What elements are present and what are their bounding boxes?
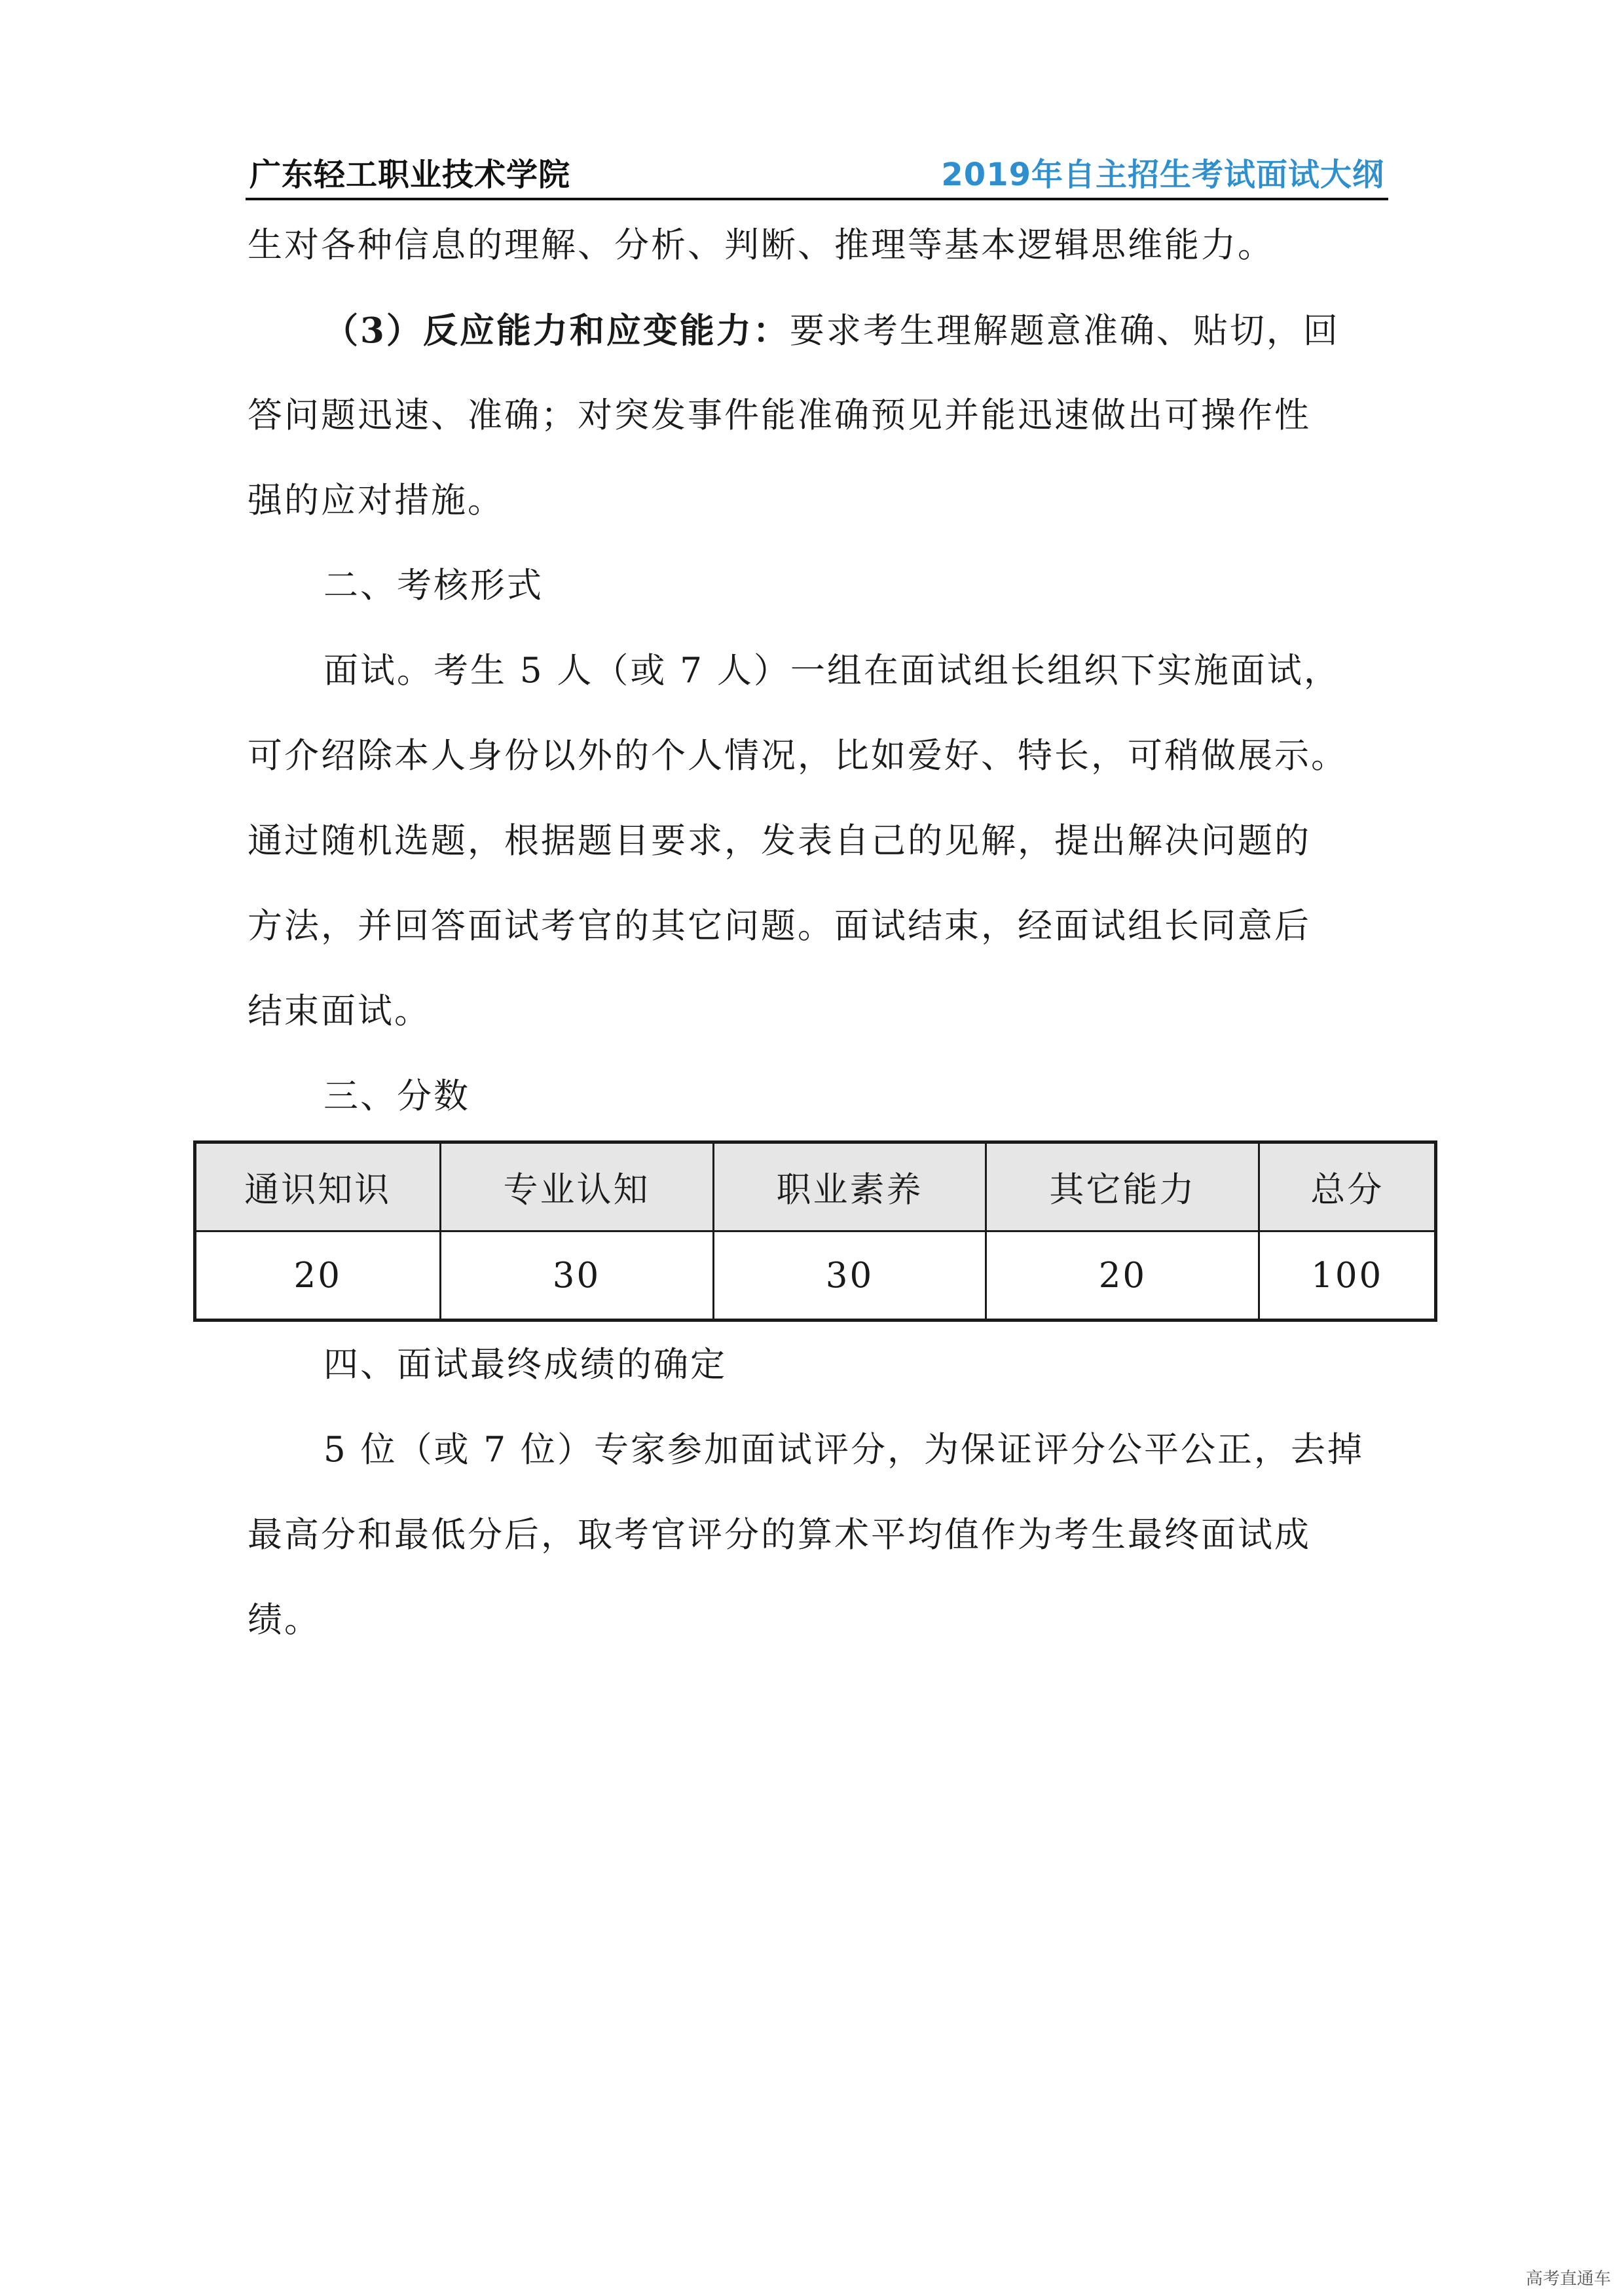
table-header-cell: 其它能力 [986, 1142, 1259, 1231]
body-lower [248, 1322, 1371, 1663]
score-table [193, 1140, 1437, 1322]
table-row [195, 1231, 1436, 1321]
page-header [246, 145, 1388, 200]
section-heading-form: 二、考核形式 [323, 566, 544, 606]
table-cell: 20 [195, 1231, 441, 1321]
paragraph-line: 答问题迅速、准确；对突发事件能准确预见并能迅速做出可操作性 [248, 395, 1311, 435]
document-title: 2019年自主招生考试面试大纲 [941, 156, 1384, 193]
body-upper [248, 203, 1371, 1139]
paragraph-text: 要求考生理解题意准确、贴切，回 [789, 311, 1340, 351]
paragraph-line: 可介绍除本人身份以外的个人情况，比如爱好、特长，可稍做展示。 [248, 736, 1348, 776]
table-cell: 20 [986, 1231, 1259, 1321]
paragraph-reaction [248, 288, 1371, 373]
table-cell: 30 [713, 1231, 986, 1321]
table-header-cell: 职业素养 [713, 1142, 986, 1231]
table-cell: 30 [440, 1231, 713, 1321]
school-name: 广东轻工职业技术学院 [249, 156, 571, 193]
paragraph-line: 生对各种信息的理解、分析、判断、推理等基本逻辑思维能力。 [248, 225, 1274, 265]
paragraph-line: 绩。 [248, 1600, 321, 1640]
table-cell: 100 [1259, 1231, 1436, 1321]
paragraph-line: 最高分和最低分后，取考官评分的算术平均值作为考生最终面试成 [248, 1515, 1311, 1555]
table-header-cell: 通识知识 [195, 1142, 441, 1231]
paragraph-line: 结束面试。 [248, 991, 431, 1031]
paragraph-line: 通过随机选题，根据题目要求，发表自己的见解，提出解决问题的 [248, 821, 1311, 861]
paragraph-lead: （3）反应能力和应变能力： [323, 310, 790, 351]
paragraph-line: 方法，并回答面试考官的其它问题。面试结束，经面试组长同意后 [248, 906, 1311, 946]
section-heading-scores: 三、分数 [323, 1076, 470, 1116]
paragraph-line: 5 位（或 7 位）专家参加面试评分，为保证评分公平公正，去掉 [323, 1430, 1364, 1470]
table-header-row [195, 1142, 1436, 1231]
table-header-cell: 总分 [1259, 1142, 1436, 1231]
paragraph-line: 面试。考生 5 人（或 7 人）一组在面试组长组织下实施面试， [323, 651, 1340, 691]
paragraph-line: 强的应对措施。 [248, 481, 504, 520]
section-heading-final: 四、面试最终成绩的确定 [323, 1345, 727, 1385]
watermark: 高考直通车 [1525, 2269, 1611, 2289]
table-header-cell: 专业认知 [440, 1142, 713, 1231]
header-divider [246, 198, 1388, 200]
